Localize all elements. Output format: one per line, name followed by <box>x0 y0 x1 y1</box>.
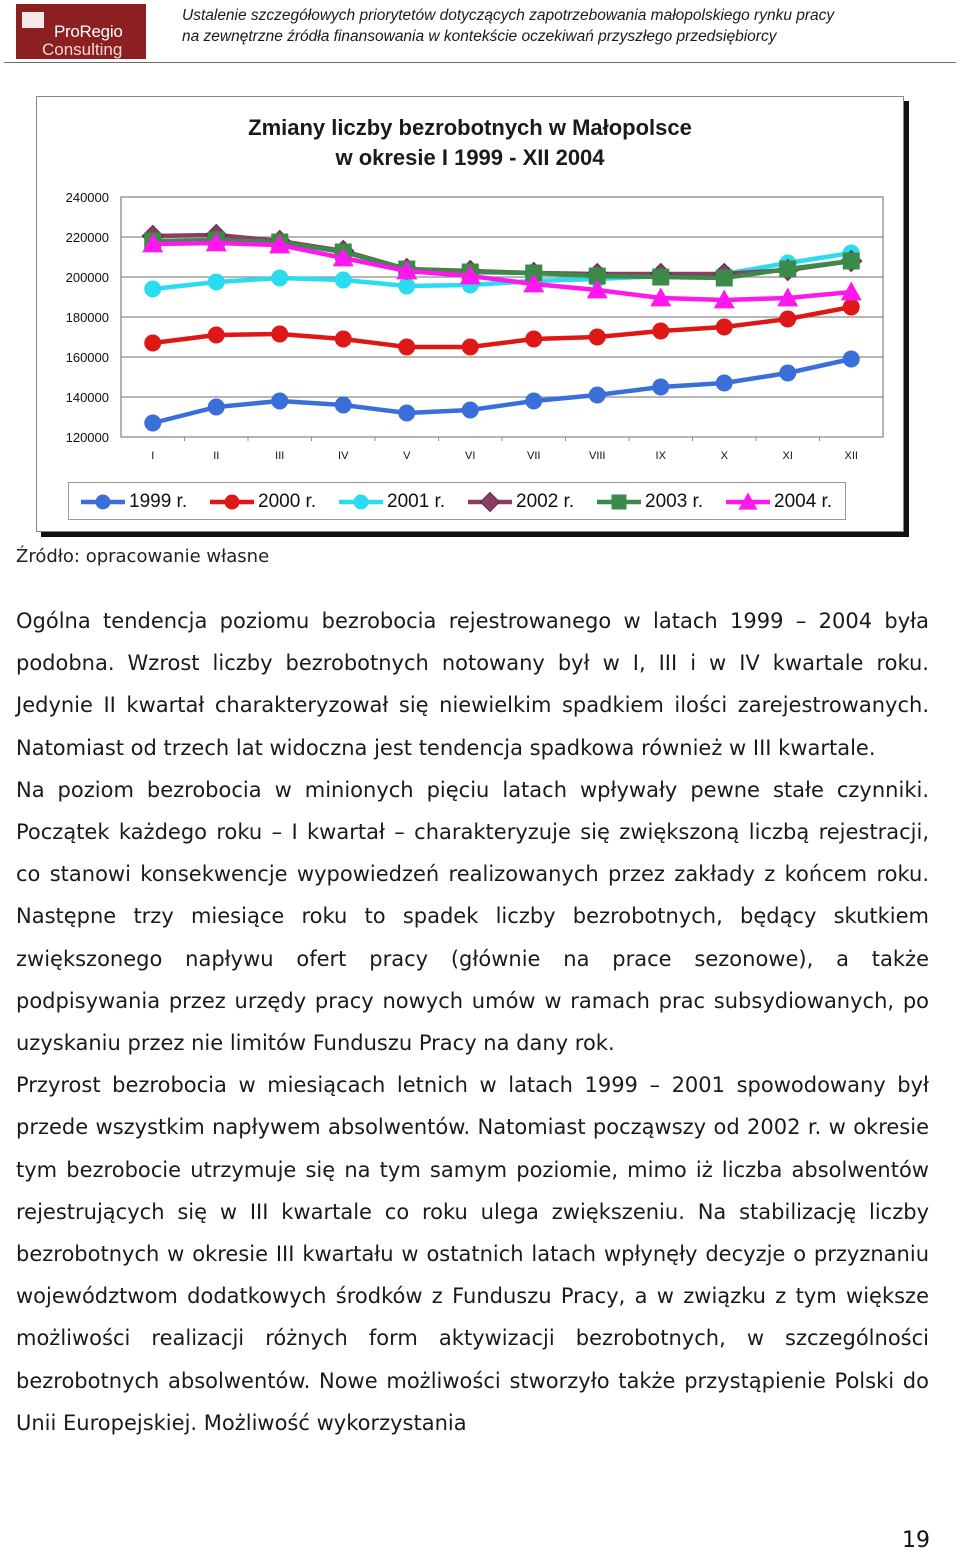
x-tick-label: XII <box>844 450 858 462</box>
data-point <box>525 393 542 410</box>
paragraph-3: Przyrost bezrobocia w miesiącach letnich w latach 1999 – 2001 spowodowany był przede wszystkim napływem absolwentów. Natomiast począwszy od 2002 r. w okresie tym bezrobocie utrzymuje się na tym samym poziomie, mimo iż liczba absolwentów rejestrujących się w III kwartale co roku ulega zwiększeniu. Na stabilizację liczby bezrobotnych w okresie III kwartału w ostatnich latach wpłynęły decyzje o przyznaniu województwom dodatkowych środków z Funduszu Pracy, a w związku z tym większe możliwości realizacji różnych form aktywizacji bezrobotnych, w szczególności bezrobotnych absolwentów. Nowe możliwości stworzyło także przystąpienie Polski do Unii Europejskiej. Możliwość wykorzystania <box>16 1073 929 1435</box>
x-tick-label: VI <box>465 450 476 462</box>
header-title <box>182 5 952 47</box>
y-tick-label: 140000 <box>65 390 109 405</box>
legend-swatch <box>595 491 643 513</box>
legend-swatch <box>337 491 385 513</box>
legend-item <box>724 491 853 513</box>
data-point <box>144 281 161 298</box>
chart-title-line-1: Zmiany liczby bezrobotnych w Małopolsce <box>248 115 692 140</box>
data-point <box>271 393 288 410</box>
y-tick-label: 180000 <box>65 310 109 325</box>
legend-marker <box>96 495 111 510</box>
legend-item <box>208 491 337 513</box>
legend-label: 2002 r. <box>516 491 575 512</box>
data-point <box>462 339 479 356</box>
data-point <box>144 415 161 432</box>
data-point <box>335 272 352 289</box>
legend-marker <box>354 495 369 510</box>
x-tick-label: VIII <box>588 450 606 462</box>
data-point <box>335 397 352 414</box>
legend-label: 2004 r. <box>774 491 833 512</box>
data-point <box>525 331 542 348</box>
legend-item <box>466 491 595 513</box>
data-point <box>843 253 860 270</box>
logo-text-1: ProRegio <box>54 22 123 41</box>
data-point <box>335 331 352 348</box>
data-point <box>716 270 733 287</box>
legend-item <box>595 491 724 513</box>
data-point <box>271 270 288 287</box>
legend-marker <box>612 495 627 510</box>
chart-title-line-2: w okresie I 1999 - XII 2004 <box>335 145 605 170</box>
data-point <box>843 299 860 316</box>
proregio-logo <box>16 4 146 59</box>
chart-title <box>187 113 753 173</box>
chart-frame <box>36 96 904 532</box>
data-point <box>271 326 288 343</box>
paragraph-2: Na poziom bezrobocia w minionych pięciu latach wpływały pewne stałe czynniki. Początek każdego roku – I kwartał – charakteryzuje się zwiększoną liczbą rejestracji, co stanowi konsekwencje wypowiedzeń realizowanych przez zakłady z końcem roku. Następne trzy miesiące roku to spadek liczby bezrobotnych, będący skutkiem zwiększonego napływu ofert pracy (głównie na prace sezonowe), a także podpisywania przez urzędy pracy nowych umów w ramach prac subsydiowanych, po uzyskaniu przez nie limitów Funduszu Pracy na dany rok. <box>16 777 929 1056</box>
data-point <box>716 319 733 336</box>
body-text <box>16 600 929 1444</box>
x-tick-label: II <box>213 450 220 462</box>
legend-marker <box>481 493 500 512</box>
legend-swatch <box>208 491 256 513</box>
y-tick-label: 220000 <box>65 230 109 245</box>
x-tick-label: III <box>275 450 285 462</box>
data-point <box>208 399 225 416</box>
y-tick-label: 160000 <box>65 350 109 365</box>
y-tick-label: 240000 <box>65 190 109 205</box>
chart-legend <box>68 482 846 520</box>
data-point <box>589 329 606 346</box>
page-header <box>4 0 956 63</box>
data-point <box>779 311 796 328</box>
data-point <box>462 402 479 419</box>
data-point <box>208 274 225 291</box>
data-point <box>843 351 860 368</box>
legend-swatch <box>724 491 772 513</box>
data-point <box>398 339 415 356</box>
legend-item <box>79 491 208 513</box>
legend-swatch <box>79 491 127 513</box>
header-title-line-1: Ustalenie szczegółowych priorytetów dotyczących zapotrzebowania małopolskiego rynku pracy <box>182 7 835 24</box>
legend-label: 2003 r. <box>645 491 704 512</box>
x-tick-label: X <box>720 450 728 462</box>
x-tick-label: VII <box>527 450 541 462</box>
x-tick-label: IX <box>655 450 666 462</box>
legend-label: 1999 r. <box>129 491 188 512</box>
legend-marker <box>225 495 240 510</box>
x-tick-label: XI <box>782 450 793 462</box>
header-title-line-2: na zewnętrzne źródła finansowania w kontekście oczekiwań przyszłego przedsiębiorcy <box>182 28 777 45</box>
source-note: Źródło: opracowanie własne <box>16 546 270 567</box>
data-point <box>652 269 669 286</box>
x-tick-label: IV <box>338 450 349 462</box>
data-point <box>779 365 796 382</box>
data-point <box>652 379 669 396</box>
data-point <box>144 335 161 352</box>
data-point <box>398 405 415 422</box>
paragraph-1: Ogólna tendencja poziomu bezrobocia rejestrowanego w latach 1999 – 2004 była podobna. Wzrost liczby bezrobotnych notowany był w I, III i w IV kwartale roku. Jedynie II kwartał charakteryzował się niewielkim spadkiem ilości zarejestrowanych. Natomiast od trzech lat widoczna jest tendencja spadkowa również w III kwartale. <box>16 609 929 760</box>
data-point <box>208 327 225 344</box>
y-tick-label: 200000 <box>65 270 109 285</box>
logo-text-2: Consulting <box>42 40 123 59</box>
data-point <box>716 375 733 392</box>
legend-item <box>337 491 466 513</box>
data-point <box>652 323 669 340</box>
x-tick-label: I <box>151 450 155 462</box>
page-number: 19 <box>902 1528 930 1553</box>
logo-mark-icon <box>22 12 44 28</box>
y-tick-label: 120000 <box>65 430 109 445</box>
legend-swatch <box>466 491 514 513</box>
legend-label: 2000 r. <box>258 491 317 512</box>
data-point <box>779 261 796 278</box>
legend-label: 2001 r. <box>387 491 446 512</box>
x-tick-label: V <box>403 450 411 462</box>
data-point <box>589 387 606 404</box>
